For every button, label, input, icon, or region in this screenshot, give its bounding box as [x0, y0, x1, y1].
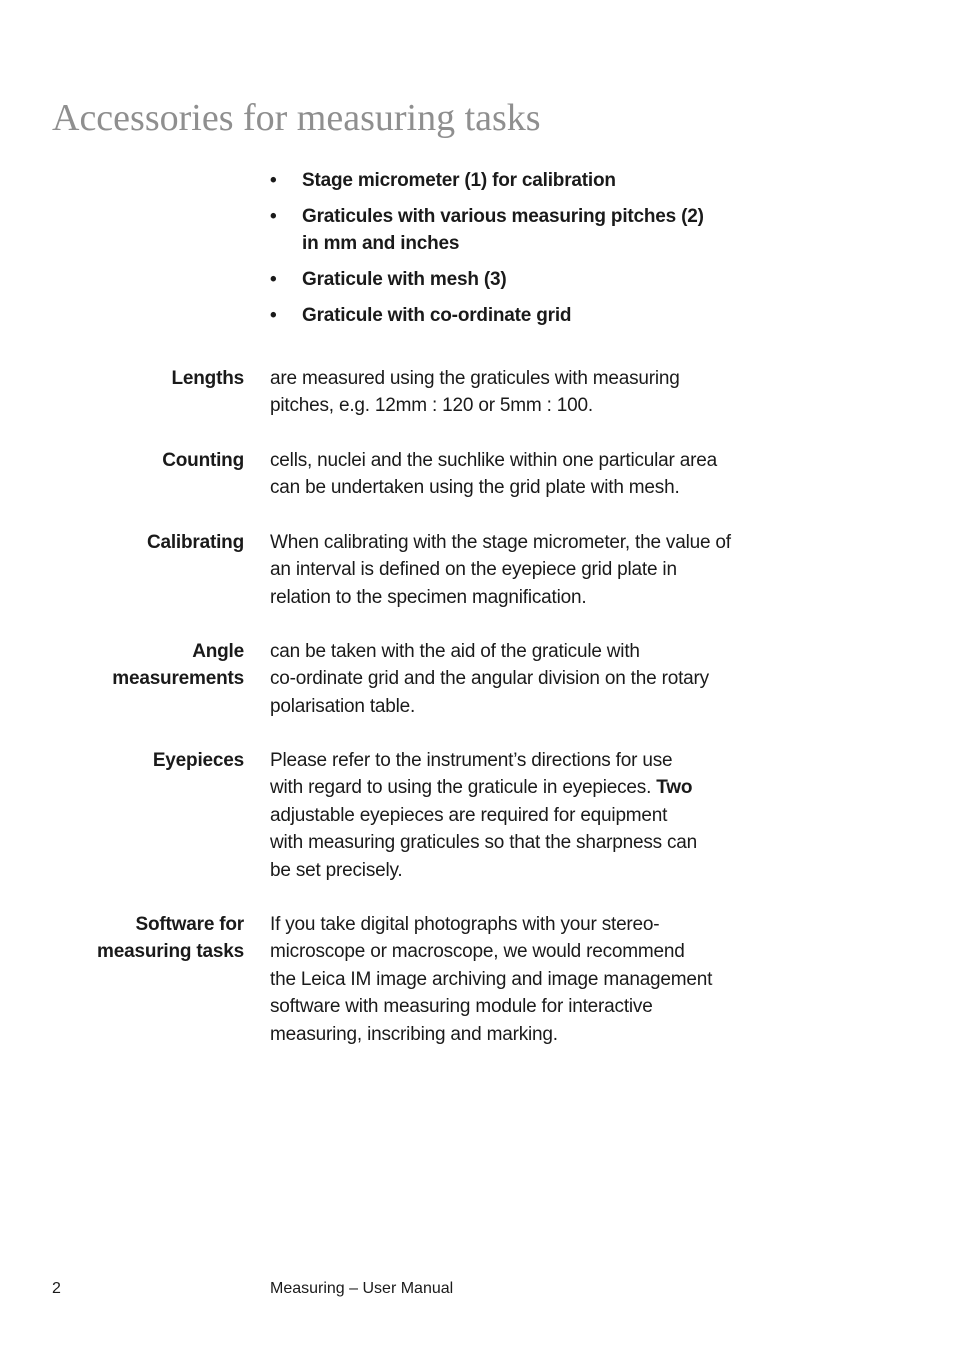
page-number: 2	[52, 1280, 61, 1297]
list-item-text: Stage micrometer (1) for calibration	[302, 170, 616, 191]
section-body-lengths: are measured using the graticules with measuring pitches, e.g. 12mm : 120 or 5mm : 100.	[270, 368, 680, 417]
accessory-list	[270, 167, 830, 338]
body-text: Please refer to the instrument’s directions for use with regard to using the graticule in eyepieces.	[270, 750, 673, 799]
list-item	[270, 167, 830, 194]
body-text: adjustable eyepieces are required for equipment with measuring graticules so that the sharpness can be set precisely.	[270, 804, 698, 881]
list-item	[270, 203, 830, 257]
bullet-marker: •	[270, 269, 277, 290]
list-item-text: Graticule with co-ordinate grid	[302, 305, 572, 326]
bullet-marker: •	[270, 170, 277, 191]
section-label-eyepieces: Eyepieces	[152, 750, 244, 771]
section-body-calibrating: When calibrating with the stage micrometer, the value of an interval is defined on the eyepiece grid plate in relation to the specimen magnification.	[270, 532, 731, 608]
emphasis-text: Two	[656, 777, 693, 799]
section-label-angle: Angle measurements	[112, 641, 244, 690]
section-label-calibrating: Calibrating	[146, 532, 244, 553]
section-body-counting: cells, nuclei and the suchlike within one particular area can be undertaken using the grid plate with mesh.	[270, 450, 717, 499]
section-body-software: If you take digital photographs with your stereo- microscope or macroscope, we would recommend the Leica IM image archiving and image management software with measuring module for interactive measuring, inscribing and marking.	[270, 914, 713, 1045]
footer-manual-title: Measuring – User Manual	[270, 1280, 454, 1297]
section-body-angle: can be taken with the aid of the graticule with co-ordinate grid and the angular division on the rotary polarisation table.	[270, 641, 709, 717]
bullet-marker: •	[270, 305, 277, 326]
section-body-eyepieces	[270, 747, 810, 884]
section-label-counting: Counting	[162, 450, 244, 471]
section-label-lengths: Lengths	[171, 368, 244, 389]
list-item	[270, 266, 830, 293]
list-item-text: Graticules with various measuring pitches (2) in mm and inches	[302, 206, 704, 254]
section-label-software: Software for measuring tasks	[97, 914, 244, 963]
bullet-marker: •	[270, 206, 277, 227]
list-item	[270, 302, 830, 329]
page-title: Accessories for measuring tasks	[52, 97, 541, 139]
list-item-text: Graticule with mesh (3)	[302, 269, 507, 290]
